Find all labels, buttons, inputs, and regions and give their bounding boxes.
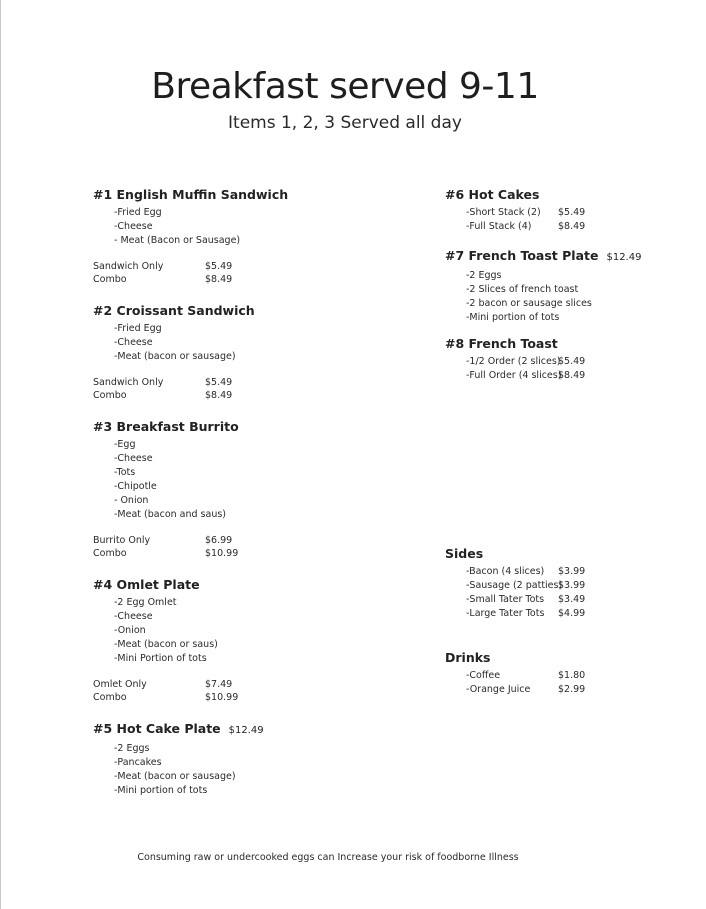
menu-item-3: [93, 419, 239, 560]
price-row: [445, 220, 585, 234]
ingredient: -Meat (bacon and saus): [114, 509, 227, 520]
ingredient-list: [93, 742, 264, 798]
sides-title: Sides: [445, 546, 484, 561]
price-label: -Coffee: [466, 670, 501, 681]
ingredient: -Onion: [114, 625, 146, 636]
price-label: Combo: [93, 274, 127, 285]
ingredient: -Cheese: [114, 337, 153, 348]
price-value: $8.49: [558, 370, 586, 381]
ingredient: -Cheese: [114, 221, 153, 232]
ingredient: -Cheese: [114, 611, 153, 622]
price-row: [93, 389, 255, 402]
item-title: #2 Croissant Sandwich: [93, 303, 255, 318]
ingredient: -Meat (bacon or sausage): [114, 351, 236, 362]
price-value: $3.49: [558, 594, 586, 605]
ingredient: -Cheese: [114, 453, 153, 464]
price-value: $5.49: [558, 356, 586, 367]
ingredient-list: [93, 206, 288, 248]
price-value: $8.49: [558, 221, 586, 232]
item-price: $12.49: [228, 725, 264, 736]
price-table: [445, 669, 585, 697]
price-table: [93, 376, 255, 402]
price-label: Combo: [93, 390, 127, 401]
price-label: -Full Order (4 slices): [466, 370, 562, 381]
price-row: [445, 683, 585, 697]
price-row: [445, 565, 585, 579]
price-row: [445, 206, 585, 220]
price-value: $3.99: [558, 580, 586, 591]
price-label: -Bacon (4 slices): [466, 566, 545, 577]
price-value: $10.99: [205, 692, 239, 703]
price-value: $7.49: [205, 679, 233, 690]
ingredient: -2 Slices of french toast: [466, 284, 579, 295]
price-label: -Orange Juice: [466, 684, 531, 695]
price-label: Sandwich Only: [93, 261, 164, 272]
ingredient: -Mini portion of tots: [114, 785, 208, 796]
item-title-row: [445, 248, 641, 266]
price-label: Burrito Only: [93, 535, 151, 546]
menu-item-6: [445, 187, 585, 234]
ingredient: - Onion: [114, 495, 149, 506]
price-label: -Sausage (2 patties): [466, 580, 563, 591]
ingredient-list: [93, 596, 238, 666]
ingredient: -Egg: [114, 439, 136, 450]
price-row: [445, 593, 585, 607]
ingredient: -Pancakes: [114, 757, 162, 768]
item-title: #6 Hot Cakes: [445, 187, 540, 202]
menu-item-1: [93, 187, 288, 286]
price-table: [445, 565, 585, 621]
item-title: #7 French Toast Plate: [445, 248, 599, 263]
price-value: $5.49: [558, 207, 586, 218]
price-row: [93, 691, 238, 704]
menu-item-4: [93, 577, 238, 704]
price-table: [445, 206, 585, 234]
menu-item-7: [445, 248, 641, 325]
page-subtitle: Items 1, 2, 3 Served all day: [228, 113, 462, 133]
price-value: $4.99: [558, 608, 586, 619]
page-edge: [0, 0, 1, 909]
menu-item-2: [93, 303, 255, 402]
price-row: [93, 273, 288, 286]
ingredient-list: [93, 322, 255, 364]
menu-item-8: [445, 336, 585, 383]
ingredient: -Fried Egg: [114, 323, 162, 334]
menu-item-5: [93, 721, 264, 798]
item-title: #3 Breakfast Burrito: [93, 419, 239, 434]
sides-section: [445, 546, 585, 621]
page-title: Breakfast served 9-11: [151, 66, 539, 107]
price-row: [445, 607, 585, 621]
ingredient-list: [93, 438, 239, 522]
price-label: -Small Tater Tots: [466, 594, 545, 605]
item-title: #5 Hot Cake Plate: [93, 721, 221, 736]
price-label: -Full Stack (4): [466, 221, 532, 232]
price-label: Omlet Only: [93, 679, 147, 690]
price-row: [445, 669, 585, 683]
price-row: [93, 376, 255, 389]
price-label: -Large Tater Tots: [466, 608, 545, 619]
ingredient: -2 Egg Omlet: [114, 597, 177, 608]
ingredient: -Fried Egg: [114, 207, 162, 218]
item-price: $12.49: [606, 252, 642, 263]
price-value: $2.99: [558, 684, 586, 695]
price-row: [445, 369, 585, 383]
price-value: $1.80: [558, 670, 586, 681]
price-value: $5.49: [205, 261, 233, 272]
price-value: $3.99: [558, 566, 586, 577]
ingredient: -Meat (bacon or sausage): [114, 771, 236, 782]
price-value: $5.49: [205, 377, 233, 388]
item-title: #8 French Toast: [445, 336, 558, 351]
price-row: [93, 678, 238, 691]
ingredient: -Tots: [114, 467, 136, 478]
price-row: [93, 547, 239, 560]
item-title-row: [93, 721, 264, 739]
ingredient: -Mini portion of tots: [466, 312, 560, 323]
price-table: [93, 260, 288, 286]
price-table: [93, 534, 239, 560]
price-row: [445, 355, 585, 369]
price-label: Combo: [93, 548, 127, 559]
item-title: #1 English Muffin Sandwich: [93, 187, 289, 202]
ingredient: - Meat (Bacon or Sausage): [114, 235, 241, 246]
price-label: -Short Stack (2): [466, 207, 541, 218]
price-row: [93, 534, 239, 547]
price-label: Combo: [93, 692, 127, 703]
price-value: $8.49: [205, 390, 233, 401]
ingredient: -2 bacon or sausage slices: [466, 298, 592, 309]
price-value: $8.49: [205, 274, 233, 285]
ingredient-list: [445, 269, 641, 325]
price-value: $10.99: [205, 548, 239, 559]
price-row: [445, 579, 585, 593]
ingredient: -Chipotle: [114, 481, 157, 492]
price-table: [93, 678, 238, 704]
ingredient: -Meat (bacon or saus): [114, 639, 218, 650]
price-value: $6.99: [205, 535, 233, 546]
item-title: #4 Omlet Plate: [93, 577, 200, 592]
price-label: -1/2 Order (2 slices): [466, 356, 561, 367]
allergy-notice: Consuming raw or undercooked eggs can Increase your risk of foodborne Illness: [137, 852, 519, 863]
drinks-section: [445, 650, 585, 697]
drinks-title: Drinks: [445, 650, 491, 665]
price-row: [93, 260, 288, 273]
ingredient: -2 Eggs: [114, 743, 150, 754]
ingredient: -Mini Portion of tots: [114, 653, 207, 664]
price-table: [445, 355, 585, 383]
price-label: Sandwich Only: [93, 377, 164, 388]
ingredient: -2 Eggs: [466, 270, 502, 281]
